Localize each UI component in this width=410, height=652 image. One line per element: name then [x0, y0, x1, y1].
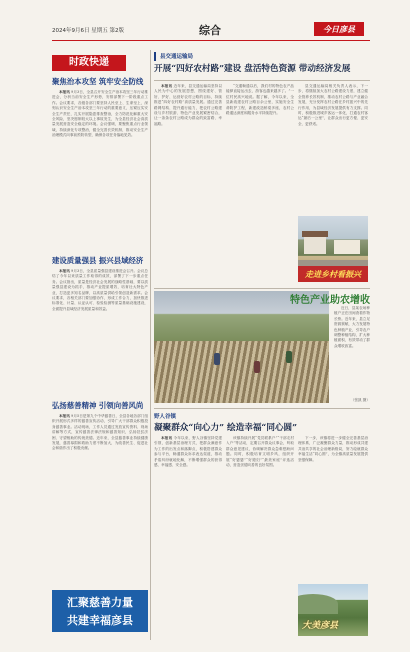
byline: 本报讯	[59, 414, 70, 418]
article-quality	[52, 269, 148, 394]
article4-headline: 凝聚群众“向心力” 绘造幸福“同心圆”	[154, 423, 298, 433]
article-body: 下一步，该镇将进一步健全完善基层治理体系，广泛凝聚群众力量，推动形成共建共治共享的社会治理新格局，努力绘就群众幸福生活“同心圆”，为全镇高质量发展提供坚强保障。	[298, 436, 368, 462]
masthead-rule	[52, 40, 370, 41]
article-body: “交通畅通以后，我们村的特色农产品能够直接运出去，游客也越来越多了。”一位村民高兴地说。据了解，今年以来，全县新改建农村公路百余公里，实施安全生命防护工程，新建改造桥梁多座，农村公路通达深度和服务水平持续提升。	[226, 84, 294, 116]
article4-col2	[226, 436, 294, 636]
photo-worker	[254, 361, 260, 373]
caption-text: 近日，县某农场种植户正在田间查看作物长势。近年来，县立足资源禀赋，大力发展特色种植产业，引导农户调整种植结构，扩大种植面积，有效带动了群众增收致富。	[334, 306, 370, 348]
article-body: 9月5日是第九个中华慈善日，全县各地各部门组织开展形式多样的慈善宣传活动，引导广大干部群众积极投身慈善事业。活动现场，工作人员通过发放宣传资料、现场讲解等方式，宣传慈善法律法规和慈善知识，弘扬扶贫济困、守望相助的传统美德。近年来，全县慈善事业持续健康发展，慈善募捐和救助力度不断加大，为改善民生、促进社会和谐作出了积极贡献。	[52, 414, 148, 451]
top-story-col2	[226, 84, 294, 284]
article-body: 县交通运输局相关负责人表示，下一步，将继续加大农村公路建设力度，建立健全管养长效机制，推动农村公路与产业融合发展，充分发挥农村公路在乡村振兴中的先行作用，为县域经济发展提供有力支撑。同时，积极推进城乡客运一体化，打通农村客运“最后一公里”，让群众出行更方便、更安全、更舒适。	[298, 84, 368, 126]
photo-worker	[214, 353, 220, 365]
date-line: 2024年9月6日 星期五 第2版	[52, 28, 124, 34]
article-charity	[52, 414, 148, 584]
article-body: 今年以来，野人谷镇坚持党建引领，创新基层治理方式，把群众满意作为工作的出发点和落脚点，积极搭建群众参与平台，畅通群众诉求表达渠道，推动矛盾纠纷就地化解，不断增强群众的获得感、幸福感、安全感。	[154, 436, 222, 468]
headline-safety: 聚焦治本攻坚 筑牢安全防线	[52, 77, 144, 86]
photo-roof	[302, 231, 328, 237]
photo-caption: 大美彦县	[302, 621, 339, 631]
headline-charity: 弘扬慈善精神 引领向善风尚	[52, 401, 144, 410]
byline: 本报讯	[59, 90, 70, 94]
photo-worker	[286, 351, 292, 363]
section-rule	[154, 288, 370, 289]
column-divider	[150, 50, 151, 640]
article-body: 该镇持续开展“党员联系户”“干部走村入户”等活动，定期召开群众议事会，听取群众意见建议，协调解决群众急难愁盼问题。同时，积极培育文明乡风，组织开展“好婆婆”“好媳妇”“最美家庭”评选活动，营造崇德向善的良好氛围。	[226, 436, 294, 468]
kicker-town: 野人谷镇	[154, 414, 177, 420]
article-safety	[52, 90, 148, 250]
slogan-line-2: 共建幸福彦县	[67, 614, 133, 627]
headline-quality: 建设质量强县 振兴县域经济	[52, 256, 144, 265]
kicker-bar	[154, 52, 370, 61]
section-title: 综合	[199, 24, 221, 37]
top-headline: 开展“四好农村路”建设 盘活特色资源 带动经济发展	[154, 64, 351, 74]
top-story-col1	[154, 84, 222, 284]
headline-rule	[154, 80, 370, 81]
farm-photo	[154, 291, 329, 403]
section-rule	[154, 408, 370, 409]
byline: 本报讯	[161, 84, 173, 88]
newspaper-logo: 今日彦县	[314, 22, 364, 36]
article4-col3	[298, 436, 368, 582]
slogan-line-1: 汇聚慈善力量	[67, 596, 133, 609]
feature-caption	[334, 306, 370, 404]
photo-field-rows	[154, 341, 329, 403]
byline: 本报讯	[161, 436, 173, 440]
landscape-photo	[298, 584, 368, 636]
article4-col1	[154, 436, 222, 636]
byline: 本报讯	[59, 269, 70, 273]
photo-credit: （张凯 摄）	[350, 398, 370, 402]
village-photo	[298, 216, 368, 282]
kicker: 县交通运输局	[160, 54, 194, 60]
photo-caption-band	[298, 266, 368, 282]
article-body: 9月3日，全县质量强县建设推进会召开。会议总结了今年以来质量工作取得的成效，部署了下一步重点任务。会议指出，质量是经济社会发展的战略性基础，要以质量强县建设为抓手，推动产业提质增效，培育壮大特色产业，打造更多知名品牌，以高质量供给引领创造新需求。会议要求，各相关部门要加强协作，形成工作合力，加快推进标准化、计量、认证认可、检验检测等质量基础设施建设，全面提升县域经济发展质量和效益。	[52, 269, 148, 311]
feature-title: 特色产业助农增收	[290, 295, 370, 306]
banner-label: 时政快递	[69, 57, 109, 68]
charity-slogan-box	[52, 590, 148, 632]
section-banner	[52, 55, 126, 71]
photo-caption: 走进乡村看振兴	[305, 269, 361, 279]
masthead	[0, 0, 410, 42]
photo-building	[334, 240, 360, 254]
photo-hill	[298, 594, 338, 614]
top-story-col3	[298, 84, 368, 214]
photo-building	[304, 236, 326, 254]
article-body: 近年来，县交通运输局坚持以人民为中心的发展思想，围绕建好、管好、护好、运营好农村公路的目标，持续推进“四好农村路”高质量发展。通过完善路网结构、提升通行能力，把农村公路建设与乡村旅游、特色产业发展紧密结合，让一条条农村公路成为群众的致富路、幸福路。	[154, 84, 222, 126]
article-body: 9月3日，全县召开安全生产治本攻坚三年行动推进会，分析当前安全生产形势，安排部署下一阶段重点工作。会议要求，各级各部门要坚持人民至上、生命至上，深刻认识安全生产治本攻坚三年行动的重要意义，压紧压实安全生产责任，扎实开展隐患排查整治，全力防范化解重大安全风险，坚决遏制较大以上事故发生，为全县经济社会高质量发展营造安全稳定的环境。会议强调，要聚焦重点行业领域，持续深化专项整治，健全完善长效机制，推动安全生产治理模式向事前预防转型，确保各项任务落地见效。	[52, 90, 148, 138]
